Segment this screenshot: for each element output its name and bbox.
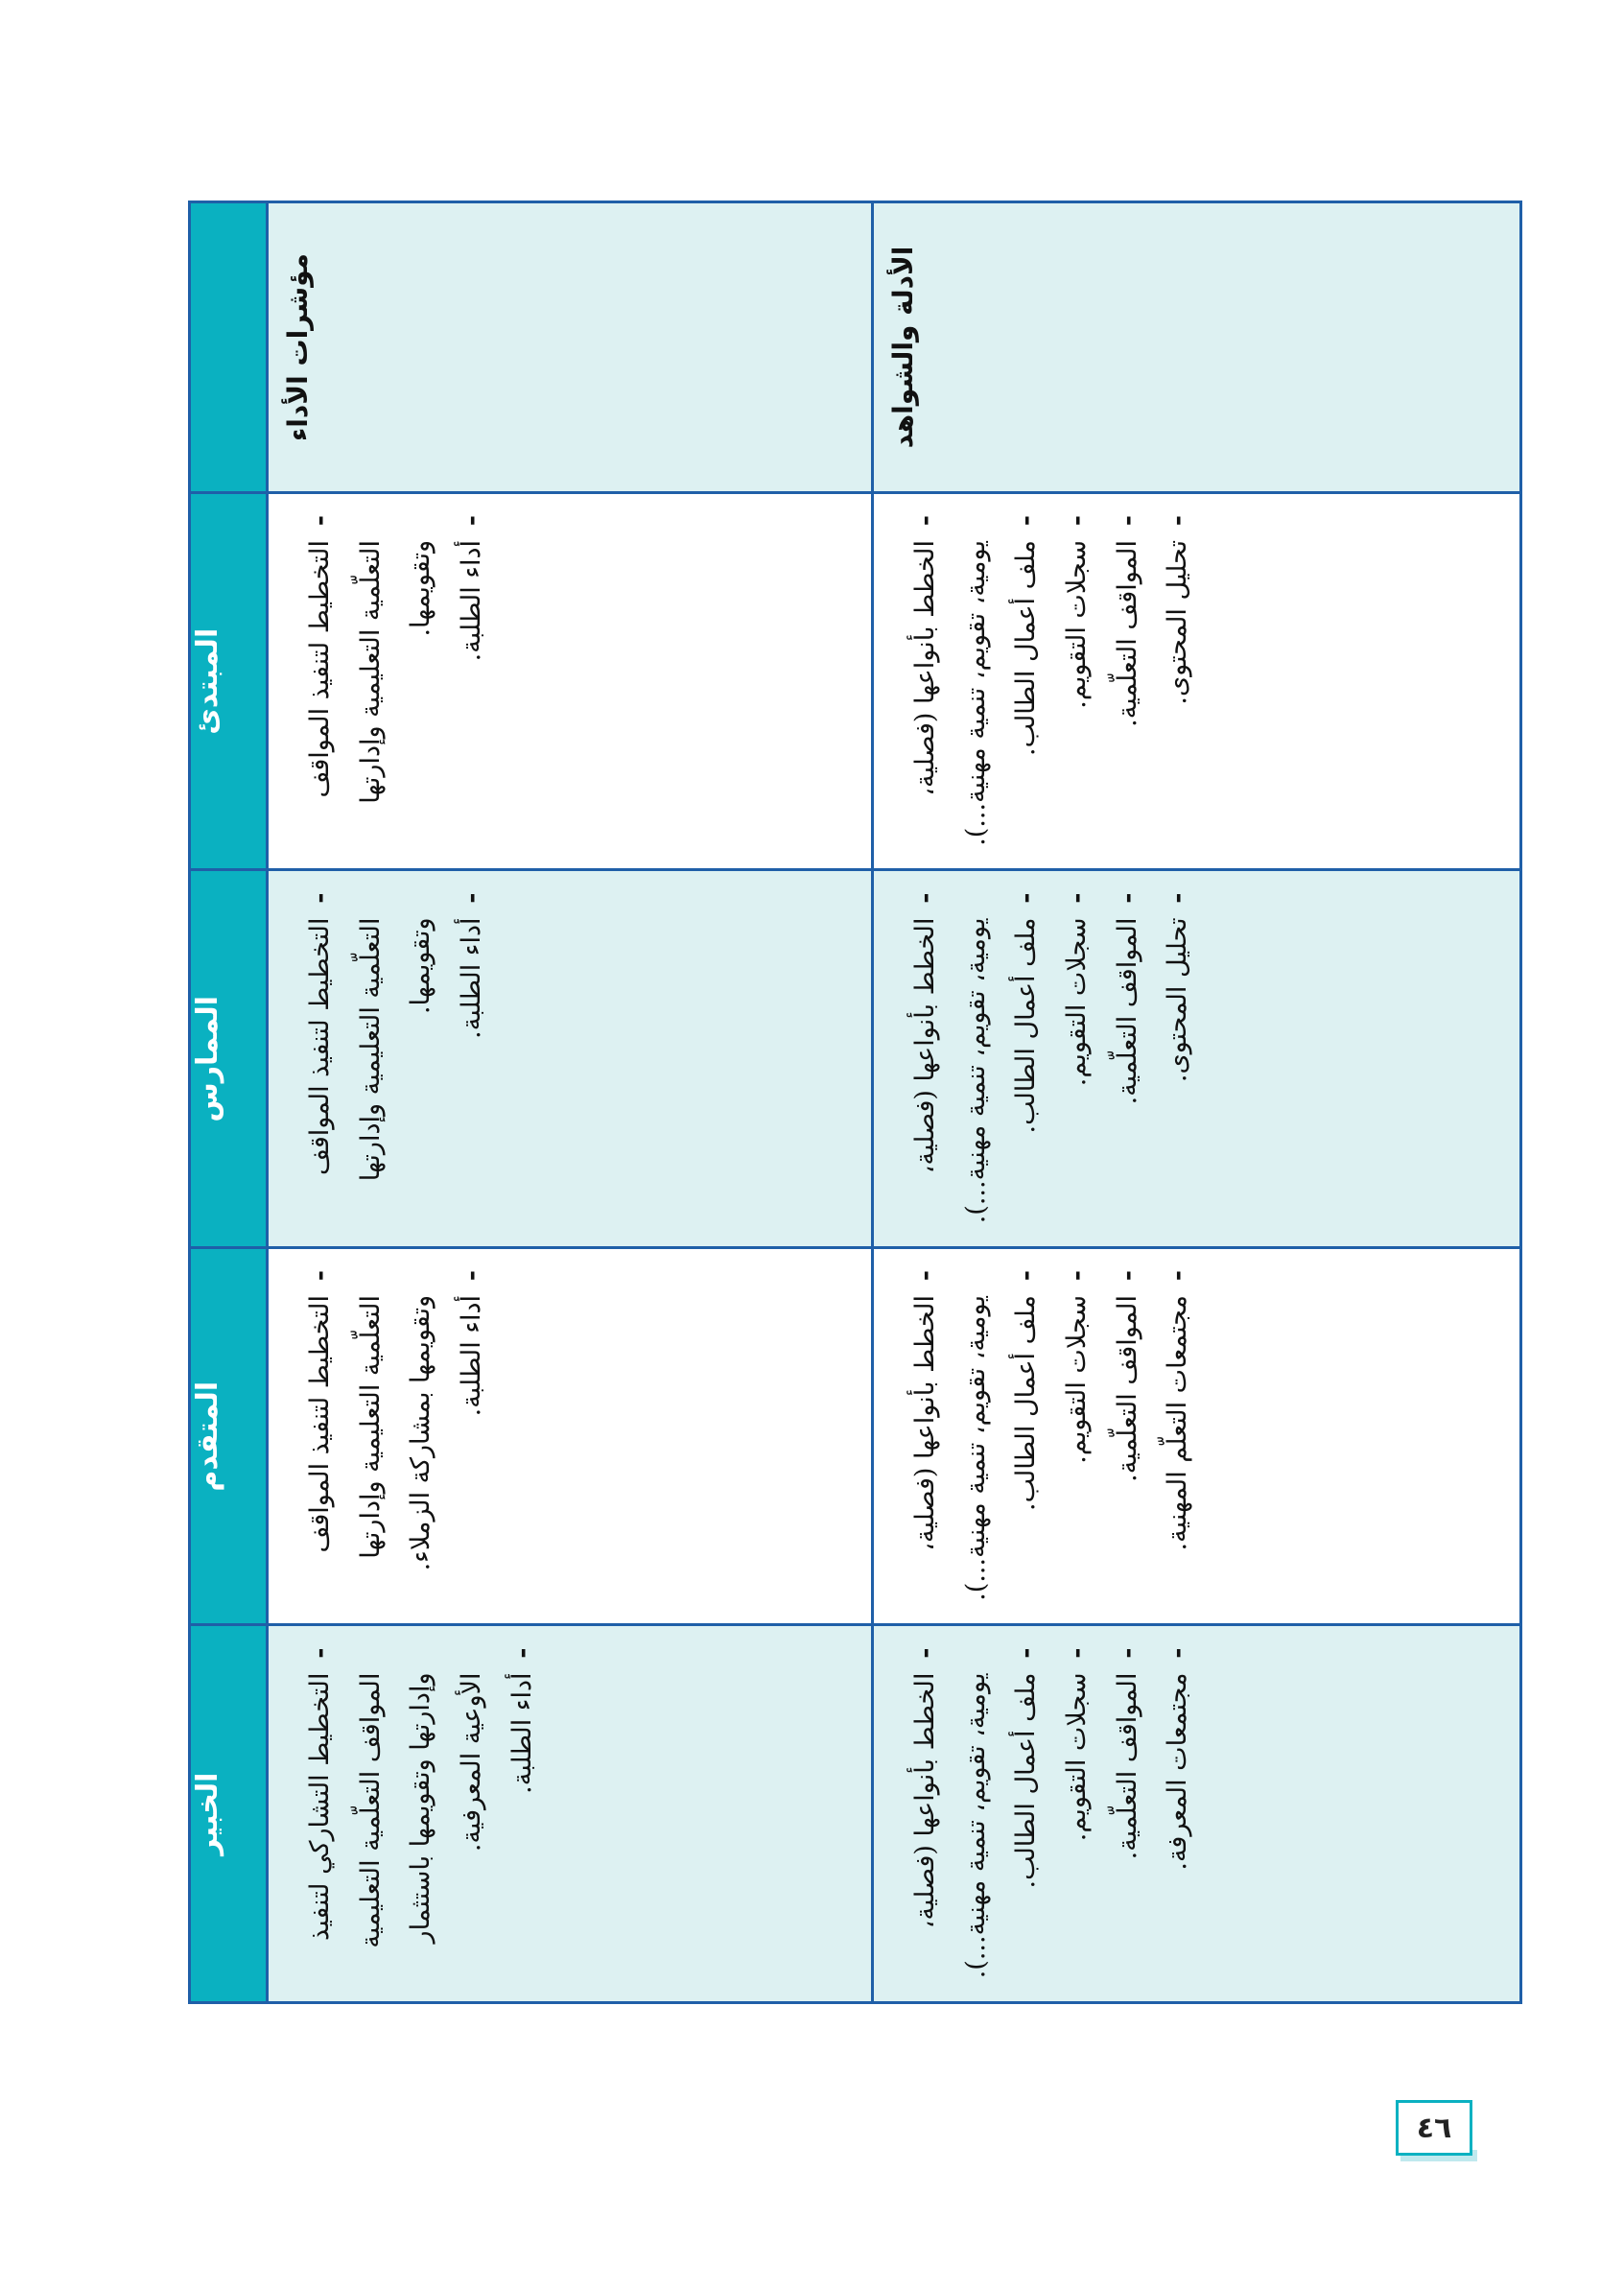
list-item: - تحليل المحتوى. — [1153, 515, 1204, 852]
list-item: - أداء الطلبة. — [447, 515, 498, 852]
list-item: - التخطيط لتنفيذ المواقف التعلّمية التعليمية وإدارتها وتقويمها. — [295, 515, 447, 852]
list-item: - ملف أعمال الطالب. — [1001, 1648, 1052, 1985]
list-item: - الخطط بأنواعها (فصلية، يومية، تقويم، تنمية مهنية...). — [901, 515, 1001, 852]
list-item: - مجتمعات التعلّم المهنية. — [1153, 1270, 1204, 1607]
cell-performance-expert — [268, 1625, 873, 2003]
header-advanced: المتقدم — [190, 1248, 268, 1626]
list-item: - أداء الطلبة. — [498, 1648, 549, 1985]
list-item: - أداء الطلبة. — [447, 1270, 498, 1607]
header-expert: الخبير — [190, 1625, 268, 2003]
cell-performance-practitioner — [268, 870, 873, 1248]
item-list — [295, 1270, 498, 1607]
list-item: - ملف أعمال الطالب. — [1001, 893, 1052, 1230]
item-list — [901, 1270, 1204, 1607]
list-item: - سجلات التقويم. — [1052, 1270, 1103, 1607]
list-item: - أداء الطلبة. — [447, 893, 498, 1230]
cell-evidence-expert — [873, 1625, 1521, 2003]
item-list — [295, 515, 498, 852]
item-list — [295, 1648, 548, 1985]
list-item: - المواقف التعلّمية. — [1103, 1270, 1154, 1607]
evidence-row — [873, 202, 1521, 2003]
rotated-page-content — [188, 201, 1464, 2004]
header-corner-cell — [190, 202, 268, 493]
list-item: - ملف أعمال الطالب. — [1001, 1270, 1052, 1607]
header-practitioner: الممارس — [190, 870, 268, 1248]
item-list — [295, 893, 498, 1230]
row-label-evidence: الأدلة والشواهد — [873, 202, 1521, 493]
item-list — [901, 515, 1204, 852]
list-item: - التخطيط لتنفيذ المواقف التعلّمية التعليمية وإدارتها وتقويمها بمشاركة الزملاء. — [295, 1270, 447, 1607]
list-item: - المواقف التعلّمية. — [1103, 893, 1154, 1230]
row-label-performance-indicators: مؤشرات الأداء — [268, 202, 873, 493]
cell-evidence-advanced — [873, 1248, 1521, 1626]
list-item: - تحليل المحتوى. — [1153, 893, 1204, 1230]
list-item: - المواقف التعلّمية. — [1103, 515, 1154, 852]
list-item: - التخطيط التشاركي لتنفيذ المواقف التعلّمية التعليمية وإدارتها وتقويمها باستثمار الأوعية المعرفية. — [295, 1648, 498, 1985]
list-item: - سجلات التقويم. — [1052, 1648, 1103, 1985]
header-beginner: المبتدئ — [190, 493, 268, 871]
list-item: - الخطط بأنواعها (فصلية، يومية، تقويم، تنمية مهنية...). — [901, 1270, 1001, 1607]
list-item: - المواقف التعلّمية. — [1103, 1648, 1154, 1985]
list-item: - الخطط بأنواعها (فصلية، يومية، تقويم، تنمية مهنية...). — [901, 893, 1001, 1230]
list-item: - الخطط بأنواعها (فصلية، يومية، تقويم، تنمية مهنية...). — [901, 1648, 1001, 1985]
list-item: - ملف أعمال الطالب. — [1001, 515, 1052, 852]
list-item: - التخطيط لتنفيذ المواقف التعلّمية التعليمية وإدارتها وتقويمها. — [295, 893, 447, 1230]
list-item: - مجتمعات المعرفة. — [1153, 1648, 1204, 1985]
item-list — [901, 893, 1204, 1230]
list-item: - سجلات التقويم. — [1052, 893, 1103, 1230]
standards-table — [188, 201, 1522, 2004]
cell-performance-advanced — [268, 1248, 873, 1626]
cell-performance-beginner — [268, 493, 873, 871]
list-item: - سجلات التقويم. — [1052, 515, 1103, 852]
performance-indicators-row — [268, 202, 873, 2003]
item-list — [901, 1648, 1204, 1985]
table-header-row — [190, 202, 268, 2003]
cell-evidence-beginner — [873, 493, 1521, 871]
cell-evidence-practitioner — [873, 870, 1521, 1248]
page-number: ٤٦ — [1396, 2100, 1472, 2156]
